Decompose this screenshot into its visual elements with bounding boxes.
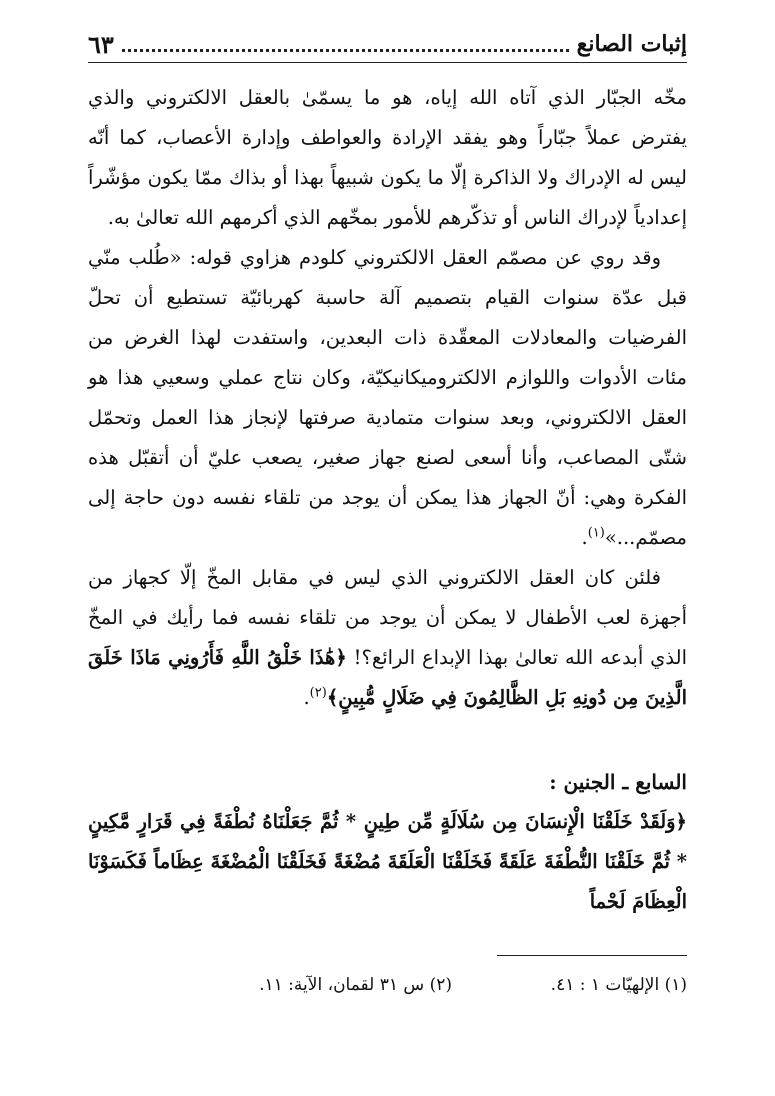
footnote-separator — [497, 955, 687, 956]
paragraph-3: فلئن كان العقل الالكتروني الذي ليس في مقابل المخّ إلّا كجهاز من أجهزة لعب الأطفال لا يمكن أن يوجد من تلقاء نفسه فما رأيك في المخّ الذي أبدعه الله تعالىٰ بهذا الإبداع الرائع؟! ﴿هَٰذَا خَلْقُ اللَّهِ فَأَرُونِي مَاذَا خَلَقَ الَّذِينَ مِن دُونِهِ بَلِ الظَّالِمُونَ فِي ضَلَالٍ مُّبِينٍ﴾$^{(٢)}$. — [88, 566, 687, 709]
quran-verse-luqman: ﴿هَٰذَا خَلْقُ اللَّهِ فَأَرُونِي مَاذَا خَلَقَ الَّذِينَ مِن دُونِهِ بَلِ الظَّالِمُونَ فِي ضَلَالٍ مُّبِينٍ﴾ — [88, 646, 687, 709]
paragraph-1-text: مخّه الجبّار الذي آتاه الله إياه، هو ما يسمّىٰ بالعقل الالكتروني والذي يفترض عملاً جبّاراً وهو يفقد الإرادة والعواطف وإدارة الأعصاب، كما أنّه ليس له الإدراك ولا الذاكرة إلّا ما يكون شبيهاً بهذا أو بذاك ممّا يكون مؤشّراً إعدادياً لإدراك الناس أو تذكّرهم للأمور بمخّهم الذي أكرمهم الله تعالىٰ به. — [88, 86, 687, 229]
section-gap — [88, 718, 687, 762]
paragraph-2-text: وقد روي عن مصمّم العقل الالكتروني كلودم هزاوي قوله: «طُلب منّي قبل عدّة سنوات القيام بتصميم آلة حاسبة كهربائيّة تستطيع أن تحلّ الفرضيات والمعادلات المعقّدة ذات البعدين، واستفدت لهذا الغرض من مئات الأدوات واللوازم الالكتروميكانيكيّة، وكان نتاج عملي وسعيي هذا هو العقل الالكتروني، وبعد سنوات متمادية صرفتها لإنجاز هذا العمل وتحمّل شتّى المصاعب، وأنا أسعى لصنع جهاز صغير، يصعب عليّ أن أتقبّل هذه الفكرة وهي: أنّ الجهاز هذا يمكن أن يوجد من تلقاء نفسه دون حاجة إلى مصمّم...» — [88, 246, 687, 549]
page-number: ٦٣ — [88, 29, 114, 59]
footnote-ref-1: (١) — [587, 525, 605, 541]
footnotes — [88, 975, 687, 995]
header-title: إثبات الصانع — [576, 31, 687, 57]
paragraph-2: وقد روي عن مصمّم العقل الالكتروني كلودم هزاوي قوله: «طُلب منّي قبل عدّة سنوات القيام بتصميم آلة حاسبة كهربائيّة تستطيع أن تحلّ الفرضيات والمعادلات المعقّدة ذات البعدين، واستفدت لهذا الغرض من مئات الأدوات واللوازم الالكتروميكانيكيّة، وكان نتاج عملي وسعيي هذا هو العقل الالكتروني، وبعد سنوات متمادية صرفتها لإنجاز هذا العمل وتحمّل شتّى المصاعب، وأنا أسعى لصنع جهاز صغير، يصعب عليّ أن أتقبّل هذه الفكرة وهي: أنّ الجهاز هذا يمكن أن يوجد من تلقاء نفسه دون حاجة إلى مصمّم...»$^{(١)}$. — [88, 246, 687, 549]
paragraph-3-text: فلئن كان العقل الالكتروني الذي ليس في مقابل المخّ إلّا كجهاز من أجهزة لعب الأطفال لا يمكن أن يوجد من تلقاء نفسه فما رأيك في المخّ الذي أبدعه الله تعالىٰ بهذا الإبداع الرائع؟! — [88, 566, 687, 669]
running-header — [88, 26, 687, 63]
quran-verse-muminun: ﴿وَلَقَدْ خَلَقْنَا الْإِنسَانَ مِن سُلَالَةٍ مِّن طِينٍ * ثُمَّ جَعَلْنَاهُ نُطْفَةً فِي قَرَارٍ مَّكِينٍ * ثُمَّ خَلَقْنَا النُّطْفَةَ عَلَقَةً فَخَلَقْنَا الْعَلَقَةَ مُضْغَةً فَخَلَقْنَا الْمُضْغَةَ عِظَاماً فَكَسَوْنَا الْعِظَامَ لَحْماً — [88, 810, 687, 913]
footnote-2: (٢) س ٣١ لقمان، الآية: ١١. — [259, 975, 452, 995]
footnote-ref-2: (٢) — [309, 685, 327, 701]
page-body — [88, 78, 687, 922]
footnote-1: (١) الإلهيّات ١ : ٤١. — [550, 975, 687, 995]
paragraph-1 — [88, 78, 687, 238]
header-leader-dots — [122, 49, 569, 52]
section-heading: السابع ـ الجنين : — [549, 770, 687, 794]
